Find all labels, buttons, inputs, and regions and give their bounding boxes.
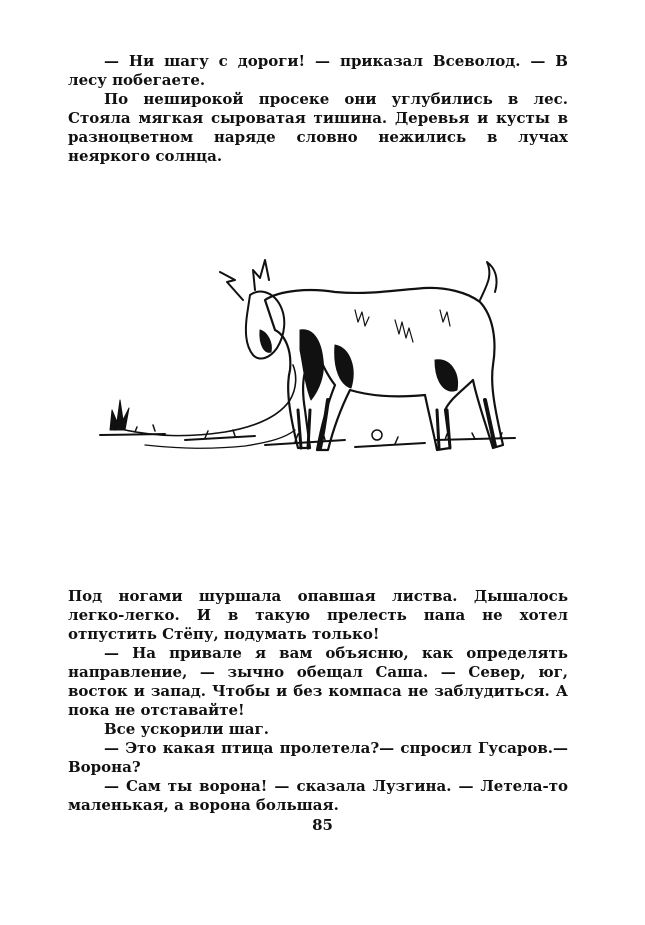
paragraph: — Это какая птица пролетела?— спросил Гусаров.— Ворона?	[68, 739, 568, 776]
paragraph: — Сам ты ворона! — сказала Лузгина. — Летела-то маленькая, а ворона большая.	[68, 777, 568, 814]
paragraph: Все ускорили шаг.	[104, 720, 269, 738]
bottom-text-block	[68, 587, 568, 815]
top-text-block	[68, 52, 568, 166]
paragraph: — Ни шагу с дороги! — приказал Всеволод. — В лесу побегаете.	[68, 52, 568, 89]
goat-illustration-icon	[95, 250, 535, 485]
paragraph: — На привале я вам объясню, как определять направление, — зычно обещал Саша. — Север, юг, восток и запад. Чтобы и без компаса не заблудиться. А пока не отставайте!	[68, 644, 568, 719]
page-number: 85	[312, 816, 333, 834]
paragraph: По неширокой просеке они углубились в лес. Стояла мягкая сыроватая тишина. Деревья и кусты в разноцветном наряде словно нежились в лучах неяркого солнца.	[68, 90, 568, 165]
paragraph: Под ногами шуршала опавшая листва. Дышалось легко-легко. И в такую прелесть папа не хотел отпустить Стёпу, подумать только!	[68, 587, 568, 643]
